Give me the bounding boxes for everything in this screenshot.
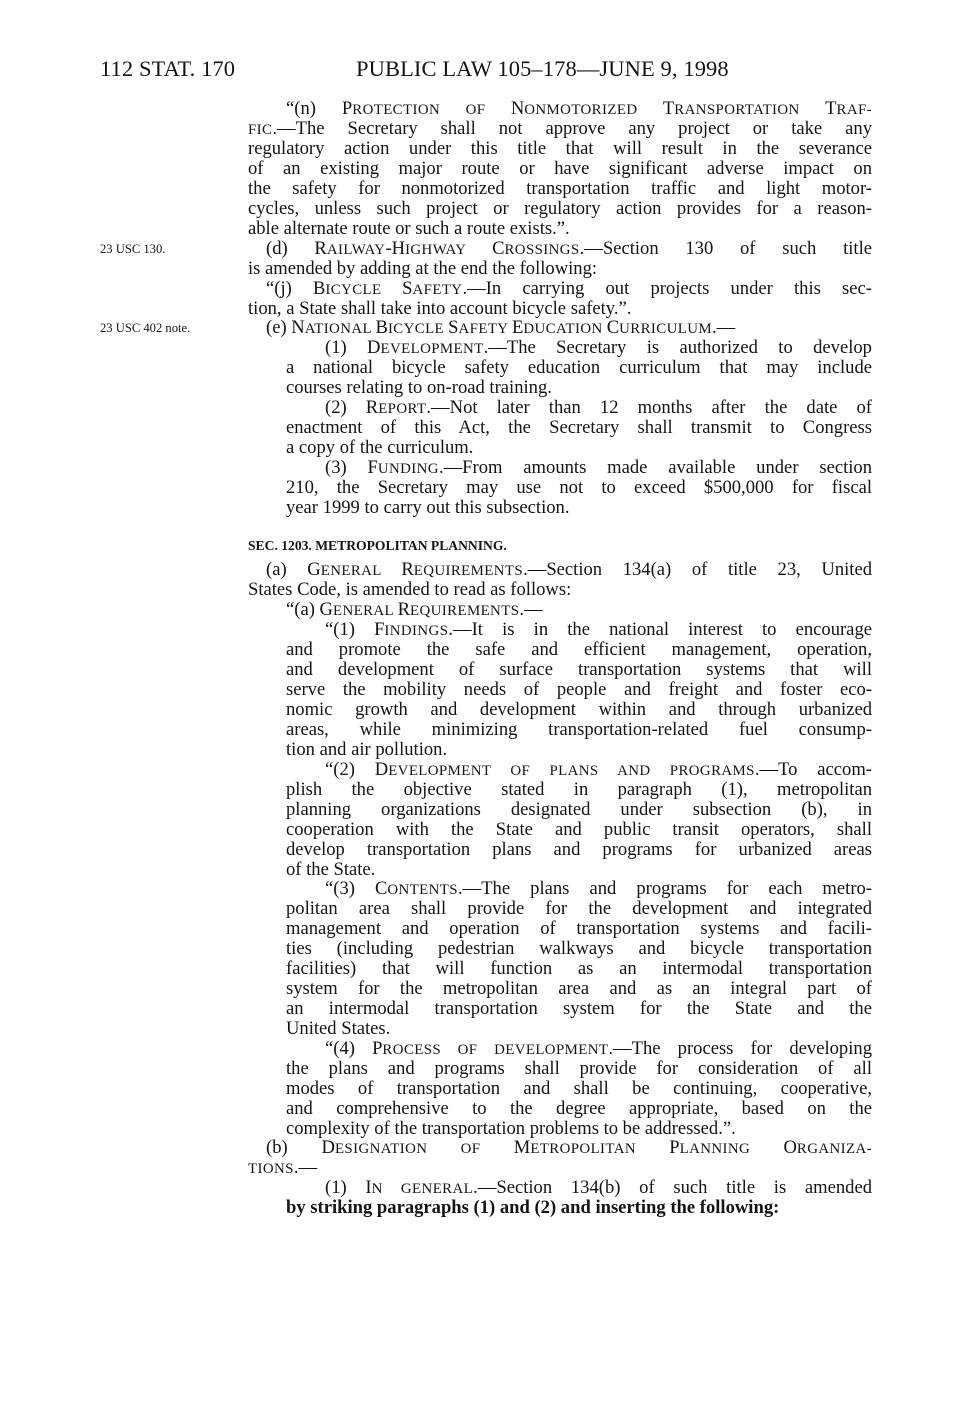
text-line: tion, a State shall take into account bicycle safety.”.	[248, 298, 632, 319]
text-line: “(n) PROTECTION OF NONMOTORIZED TRANSPORTATION TRAF-	[286, 98, 872, 119]
text-line: cycles, unless such project or regulatory action provides for a reason-	[248, 198, 872, 219]
text-line: “(a) GENERAL REQUIREMENTS.—	[286, 599, 543, 620]
text-line: facilities) that will function as an intermodal transportation	[286, 958, 872, 979]
text-line: courses relating to on-road training.	[286, 377, 552, 398]
text-line: and comprehensive to the degree appropriate, based on the	[286, 1098, 872, 1119]
text-line: complexity of the transportation problems to be addressed.”.	[286, 1118, 736, 1139]
text-line: plish the objective stated in paragraph (1), metropolitan	[286, 779, 872, 800]
page-number: 112 STAT. 170	[100, 56, 236, 81]
text-line: planning organizations designated under subsection (b), in	[286, 799, 872, 820]
text-line: (2) REPORT.—Not later than 12 months after the date of	[325, 397, 872, 418]
subsection-heading-b: (b) DESIGNATION OF METROPOLITAN PLANNING ORGANIZA-	[266, 1137, 873, 1158]
text-line: year 1999 to carry out this subsection.	[286, 497, 570, 518]
subsection-heading-d: (d) RAILWAY-HIGHWAY CROSSINGS.—Section 130 of such title	[266, 238, 872, 259]
text-line: system for the metropolitan area and as an integral part of	[286, 978, 872, 999]
text-line: regulatory action under this title that will result in the severance	[248, 138, 872, 159]
text-line: is amended by adding at the end the following:	[248, 258, 598, 279]
text-line: FIC.—The Secretary shall not approve any project or take any	[248, 118, 872, 139]
text-line: of the State.	[286, 859, 376, 880]
text-line: the safety for nonmotorized transportation traffic and light motor-	[248, 178, 872, 199]
text-line: tion and air pollution.	[286, 739, 448, 760]
text-line: an intermodal transportation system for the State and the	[286, 998, 872, 1019]
text-line: serve the mobility needs of people and freight and foster eco-	[286, 679, 872, 700]
text-line: areas, while minimizing transportation-related fuel consump-	[286, 719, 872, 740]
text-line: “(2) DEVELOPMENT OF PLANS AND PROGRAMS.—To accom-	[325, 759, 872, 780]
text-line: modes of transportation and shall be continuing, cooperative,	[286, 1078, 872, 1099]
text-line: develop transportation plans and programs for urbanized areas	[286, 839, 872, 860]
text-line: and development of surface transportation systems that will	[286, 659, 872, 680]
running-head: PUBLIC LAW 105–178—JUNE 9, 1998	[356, 56, 729, 81]
text-line: States Code, is amended to read as follows:	[248, 579, 572, 600]
text-line: (a) GENERAL REQUIREMENTS.—Section 134(a) of title 23, United	[266, 559, 872, 580]
text-line: ties (including pedestrian walkways and bicycle transportation	[286, 938, 872, 959]
text-line: by striking paragraphs (1) and (2) and inserting the following:	[286, 1197, 780, 1218]
text-line: politan area shall provide for the development and integrated	[286, 898, 872, 919]
text-line: management and operation of transportation systems and facili-	[286, 918, 872, 939]
margin-note-23-usc-402: 23 USC 402 note.	[100, 321, 191, 335]
text-line: nomic growth and development within and through urbanized	[286, 699, 872, 720]
text-line: and promote the safe and efficient management, operation,	[286, 639, 872, 660]
text-line: (1) IN GENERAL.—Section 134(b) of such title is amended	[325, 1177, 873, 1198]
text-line: the plans and programs shall provide for consideration of all	[286, 1058, 872, 1079]
text-line: United States.	[286, 1018, 391, 1039]
text-line: enactment of this Act, the Secretary shall transmit to Congress	[286, 417, 872, 438]
text-line: “(4) PROCESS OF DEVELOPMENT.—The process for developing	[325, 1038, 872, 1059]
text-line: 210, the Secretary may use not to exceed $500,000 for fiscal	[286, 477, 872, 498]
text-line: cooperation with the State and public transit operators, shall	[286, 819, 872, 840]
text-line: (3) FUNDING.—From amounts made available under section	[325, 457, 873, 478]
text-line: “(3) CONTENTS.—The plans and programs for each metro-	[325, 878, 872, 899]
text-line: “(1) FINDINGS.—It is in the national interest to encourage	[325, 619, 872, 640]
text-line: “(j) BICYCLE SAFETY.—In carrying out projects under this sec-	[266, 278, 872, 299]
text-line: of an existing major route or have significant adverse impact on	[248, 158, 872, 179]
text-line: TIONS.—	[248, 1157, 318, 1178]
subsection-heading-e: (e) NATIONAL BICYCLE SAFETY EDUCATION CURRICULUM.—	[266, 317, 736, 338]
text-line: a national bicycle safety education curriculum that may include	[286, 357, 872, 378]
text-line: able alternate route or such a route exists.”.	[248, 218, 570, 239]
section-heading: SEC. 1203. METROPOLITAN PLANNING.	[248, 538, 507, 553]
margin-note-23-usc-130: 23 USC 130.	[100, 242, 166, 256]
text-line: (1) DEVELOPMENT.—The Secretary is authorized to develop	[325, 337, 872, 358]
text-line: a copy of the curriculum.	[286, 437, 474, 458]
